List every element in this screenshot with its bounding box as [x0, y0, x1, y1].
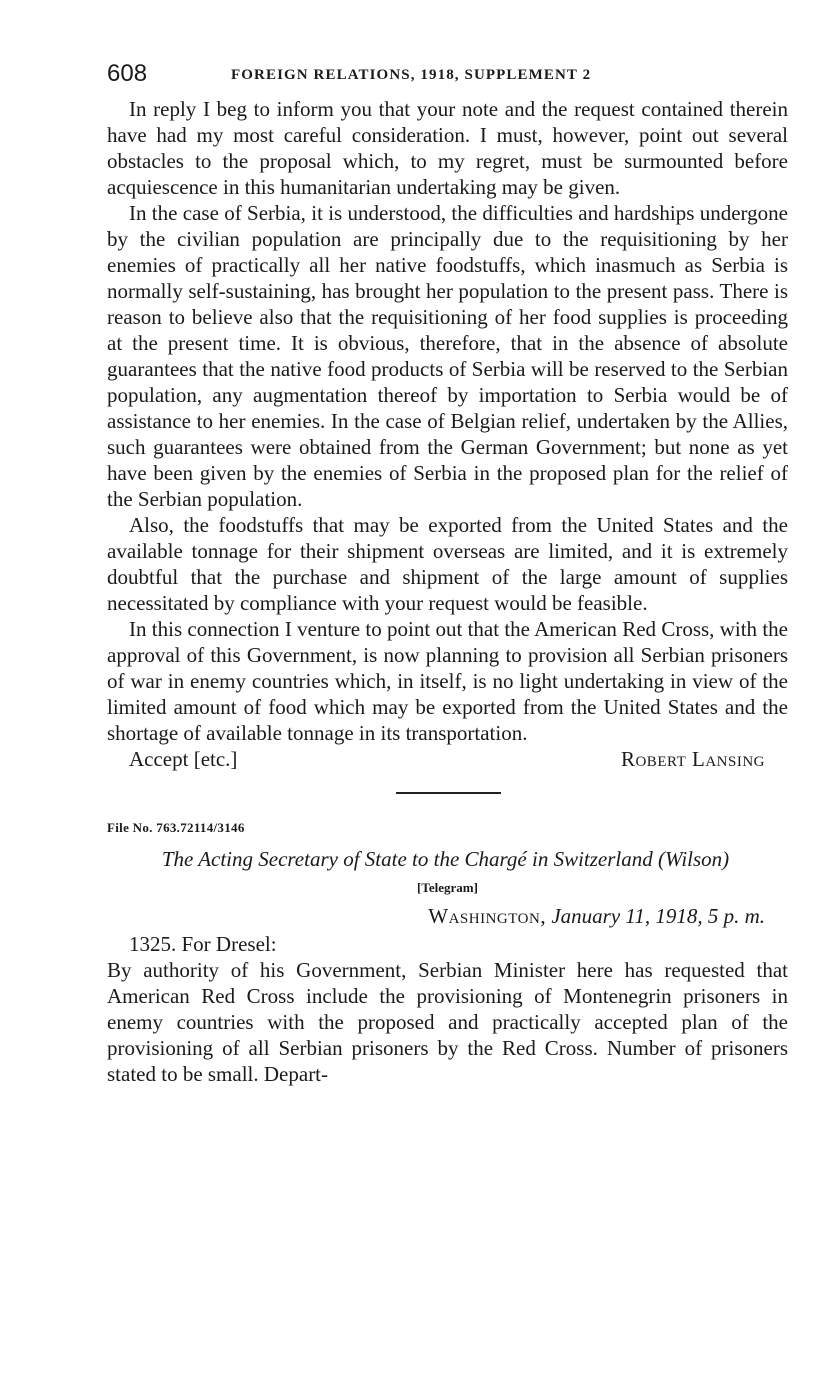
document-type: [Telegram]	[417, 880, 478, 895]
running-title: FOREIGN RELATIONS, 1918, SUPPLEMENT 2	[231, 67, 592, 83]
telegram-address: 1325. For Dresel:	[129, 932, 277, 956]
page-number: 608	[107, 60, 148, 87]
telegram-body: By authority of his Government, Serbian Minister here has requested that American Red Cross include the provisioning of Montenegrin prisoners in enemy countries with the proposed and practically accepted plan of the provisioning of all Serbian prisoners by the Red Cross. Number of prisoners stated to be small. Depart-	[107, 958, 788, 1086]
closing-phrase: Accept [etc.]	[129, 747, 238, 771]
section-divider	[396, 792, 501, 794]
dateline-place: Washington,	[428, 904, 547, 928]
running-head	[107, 60, 788, 96]
letter-paragraph-1: In reply I beg to inform you that your note and the request contained therein have had my most careful consideration. I must, however, point out several obstacles to the proposal which, to my regret, must be surmounted before acquiescence in this humanitarian undertaking may be given.	[107, 97, 788, 199]
letter-paragraph-3: Also, the foodstuffs that may be exported from the United States and the available tonnage for their shipment overseas are limited, and it is extremely doubtful that the purchase and shipment of the large amount of supplies necessitated by compliance with your request would be feasible.	[107, 513, 788, 615]
letter-paragraph-2: In the case of Serbia, it is understood, the difficulties and hardships undergone by the civilian population are principally due to the requisitioning by her enemies of practically all her native foodstuffs, which inasmuch as Serbia is normally self-sustaining, has brought her population to the present pass. There is reason to believe also that the requisitioning of her food supplies is proceeding at the present time. It is obvious, therefore, that in the absence of absolute guarantees that the native food products of Serbia will be reserved to the Serbian population, any augmentation thereof by importation to Serbia would be of assistance to her enemies. In the case of Belgian relief, undertaken by the Allies, such guarantees were obtained from the German Government; but none as yet have been given by the enemies of Serbia in the proposed plan for the relief of the Serbian population.	[107, 201, 788, 511]
signature: Robert Lansing	[620, 747, 765, 771]
document-title: The Acting Secretary of State to the Chargé in Switzerland (Wilson)	[161, 847, 730, 871]
dateline	[107, 904, 788, 929]
letter-closing	[107, 746, 788, 776]
dateline-date: January 11, 1918, 5 p. m.	[551, 904, 765, 928]
letter-paragraph-4: In this connection I venture to point out that the American Red Cross, with the approval of this Government, is now planning to provision all Serbian prisoners of war in enemy countries which, in itself, is no light undertaking in view of the limited amount of food which may be exported from the United States and the shortage of available tonnage in its transportation.	[107, 617, 788, 745]
file-number: File No. 763.72114/3146	[107, 820, 245, 835]
document-page	[107, 60, 788, 1087]
letter-body	[107, 96, 788, 746]
